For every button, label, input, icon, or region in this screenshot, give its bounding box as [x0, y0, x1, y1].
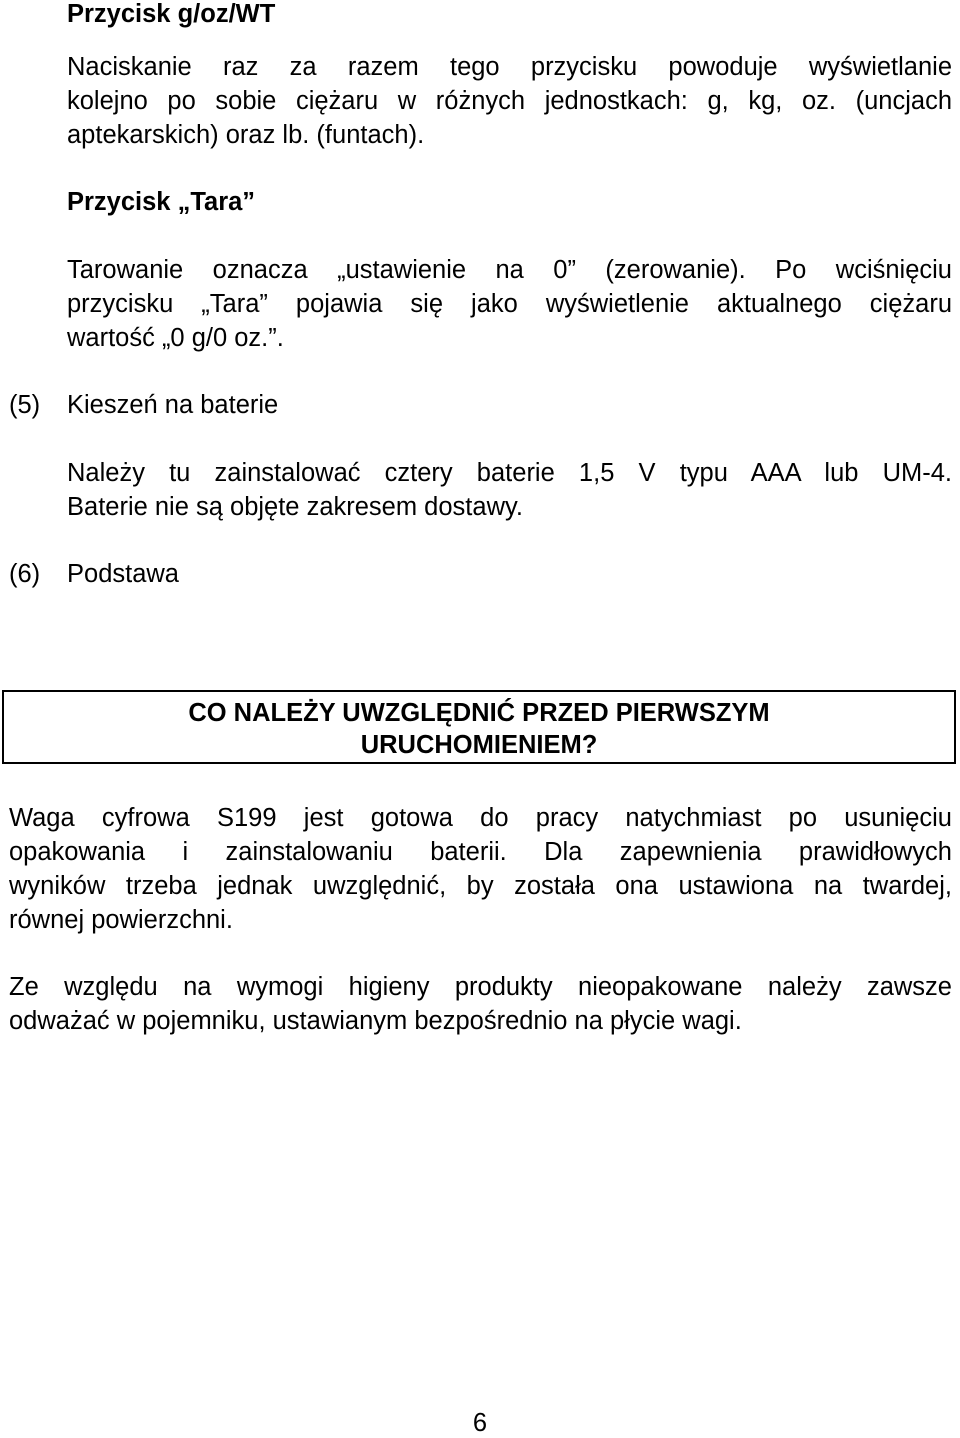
text-line: kolejno po sobie ciężaru w różnych jednostkach: g, kg, oz. (uncjach — [67, 87, 952, 115]
text-line: Należy tu zainstalować cztery baterie 1,5 V typu AAA lub UM-4. — [67, 459, 952, 487]
paragraph-tara-button — [67, 253, 952, 355]
list-item-battery-compartment — [9, 388, 278, 422]
text-line: odważać w pojemniku, ustawianym bezpośrednio na płycie wagi. — [9, 1007, 742, 1035]
text-line: Naciskanie raz za razem tego przycisku powoduje wyświetlanie — [67, 53, 952, 81]
heading-wt-button: Przycisk g/oz/WT — [67, 0, 276, 28]
boxed-heading-before-first-use — [2, 690, 956, 764]
item-title: Podstawa — [67, 560, 179, 588]
paragraph-wt-button — [67, 50, 952, 152]
paragraph-ready-to-use — [9, 801, 952, 937]
text-line: Waga cyfrowa S199 jest gotowa do pracy natychmiast po usunięciu — [9, 804, 952, 832]
page-number: 6 — [472, 1409, 488, 1437]
text-line: Tarowanie oznacza „ustawienie na 0” (zerowanie). Po wciśnięciu — [67, 256, 952, 284]
boxed-heading-line: URUCHOMIENIEM? — [360, 731, 598, 759]
item-number: (5) — [9, 391, 41, 419]
text-line: Baterie nie są objęte zakresem dostawy. — [67, 493, 523, 521]
item-number: (6) — [9, 560, 41, 588]
heading-tara-button: Przycisk „Tara” — [67, 188, 256, 216]
paragraph-battery-compartment — [67, 456, 952, 524]
item-title: Kieszeń na baterie — [67, 391, 279, 419]
text-line: wartość „0 g/0 oz.”. — [67, 324, 284, 352]
boxed-heading-line: CO NALEŻY UWZGLĘDNIĆ PRZED PIERWSZYM — [188, 699, 770, 727]
text-line: równej powierzchni. — [9, 906, 233, 934]
list-item-base — [9, 557, 179, 591]
text-line: wyników trzeba jednak uwzględnić, by została ona ustawiona na twardej, — [9, 872, 952, 900]
text-line: przycisku „Tara” pojawia się jako wyświetlenie aktualnego ciężaru — [67, 290, 952, 318]
text-line: opakowania i zainstalowaniu baterii. Dla zapewnienia prawidłowych — [9, 838, 952, 866]
text-line: Ze względu na wymogi higieny produkty nieopakowane należy zawsze — [9, 973, 952, 1001]
text-line: aptekarskich) oraz lb. (funtach). — [67, 121, 425, 149]
paragraph-hygiene — [9, 970, 952, 1038]
